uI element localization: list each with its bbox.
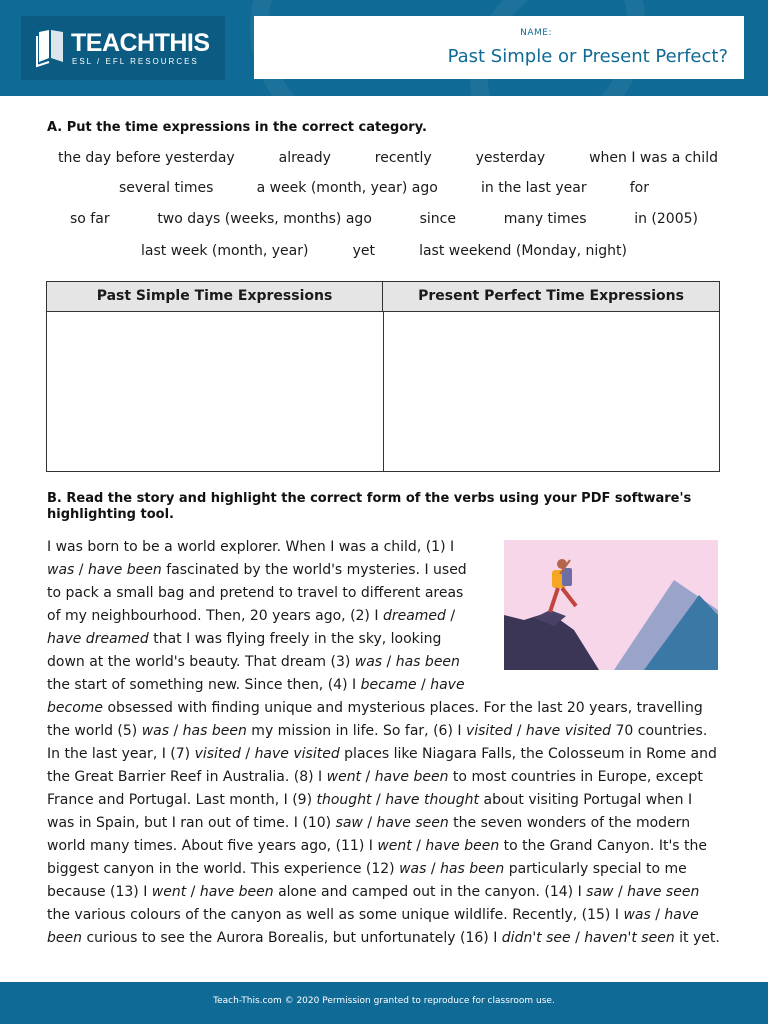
footer-banner [0, 982, 768, 1024]
name-label: NAME: [520, 28, 552, 38]
time-expression: yesterday [475, 150, 546, 166]
time-expression: for [629, 180, 649, 196]
time-expression: several times [119, 180, 214, 196]
past-simple-answer-cell[interactable] [47, 312, 384, 471]
name-box[interactable] [254, 16, 744, 79]
time-expression: recently [374, 150, 432, 166]
expression-row [141, 243, 627, 259]
expression-row [119, 180, 649, 196]
section-a-heading: A. Put the time expressions in the correct category. [47, 120, 427, 135]
time-expression: the day before yesterday [58, 150, 235, 166]
time-expression: when I was a child [589, 150, 718, 166]
time-expression: in (2005) [634, 211, 698, 227]
time-expression: many times [503, 211, 587, 227]
book-icon [35, 28, 67, 68]
section-b-heading: B. Read the story and highlight the correct form of the verbs using your PDF software's highlighting tool. [47, 491, 692, 522]
time-expression: two days (weeks, months) ago [157, 211, 372, 227]
present-perfect-answer-cell[interactable] [384, 312, 719, 471]
time-expression: a week (month, year) ago [256, 180, 438, 196]
teachthis-logo[interactable] [21, 16, 225, 80]
logo-title: TEACHTHIS [71, 29, 210, 57]
past-simple-column-header: Past Simple Time Expressions [47, 282, 383, 312]
expression-row [70, 211, 698, 227]
time-expression: in the last year [481, 180, 587, 196]
header-banner [0, 0, 768, 96]
copyright-text: Teach-This.com © 2020 Permission granted to reproduce for classroom use. [213, 996, 555, 1006]
time-expression: already [278, 150, 331, 166]
time-expression: so far [70, 211, 110, 227]
story-text[interactable]: I was born to be a world explorer. When I was a child, (1) I was / have been fascinated by the world's mysteries. I used to pack a small bag and pretend to travel to different areas of my neighbourhood. Then, 20 years ago, (2) I dreamed / have dreamed that I was flying freely in the sky, looking down at the world's beauty. That dream (3) was / has been the start of something new. Since then, (4) I became / have become obsessed with finding unique and mysterious places. For the last 20 years, travelling the world (5) was / has been my mission in life. So far, (6) I visited / have visited 70 countries. In the last year, I (7) visited / have visited places like Niagara Falls, the Colosseum in Rome and the Great Barrier Reef in Australia. (8) I went / have been to most countries in Europe, except France and Portugal. Last month, I (9) thought / have thought about visiting Portugal when I was in Spain, but I ran out of time. I (10) saw / have seen the seven wonders of the modern world many times. About five years ago, (11) I went / have been to the Grand Canyon. It's the biggest canyon in the world. This experience (12) was / has been particularly special to me because (13) I went / have been alone and camped out in the canyon. (14) I saw / have seen the various colours of the canyon as well as some unique wildlife. Recently, (15) I was / have been curious to see the Aurora Borealis, but unfortunately (16) I didn't see / haven't seen it yet. [47, 539, 720, 946]
category-table [46, 281, 720, 472]
time-expression: since [419, 211, 456, 227]
time-expression: last week (month, year) [141, 243, 309, 259]
worksheet-title: Past Simple or Present Perfect? [447, 46, 728, 67]
hiker-on-mountain-illustration [504, 540, 718, 670]
time-expression: yet [352, 243, 375, 259]
expression-row [58, 150, 718, 166]
logo-subtitle: ESL / EFL RESOURCES [72, 57, 199, 66]
present-perfect-column-header: Present Perfect Time Expressions [383, 282, 719, 312]
time-expression: last weekend (Monday, night) [419, 243, 627, 259]
